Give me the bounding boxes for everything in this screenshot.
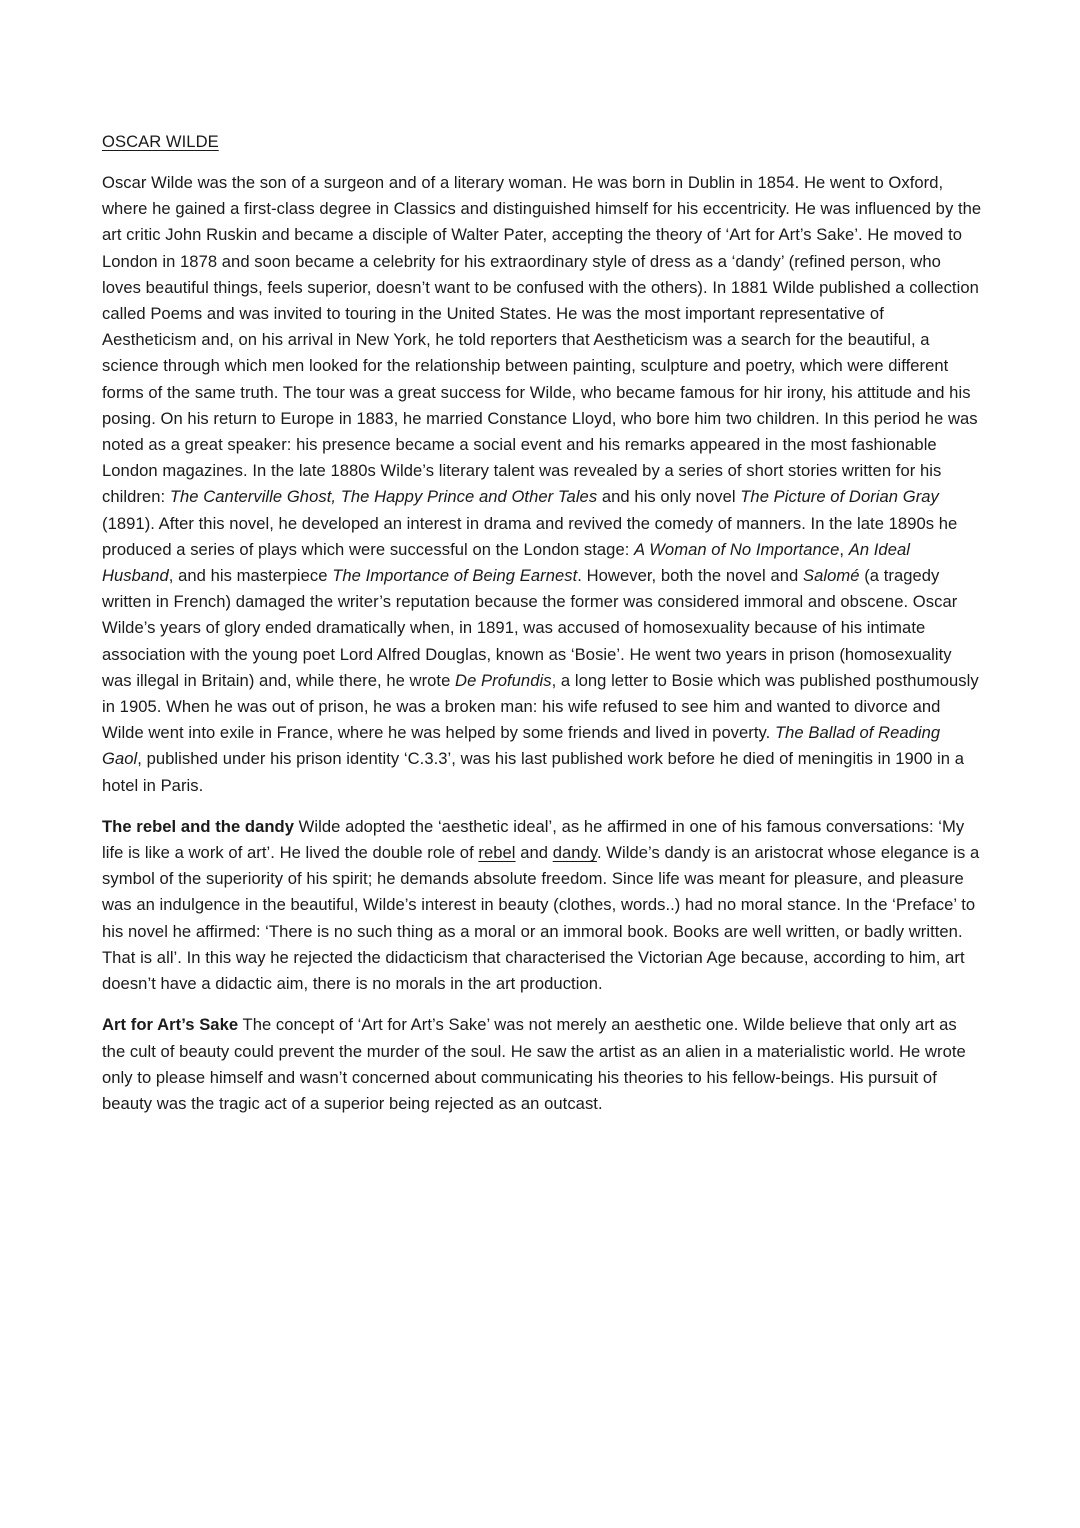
work-title-de-profundis: De Profundis [455, 670, 552, 690]
bio-text-6: . However, both the novel and [577, 566, 803, 586]
bio-text-3: (1891). After this novel, he developed an interest in drama and revived the comedy of manners. In the late 1890s he produced a series of plays which were successful on the London stage: [102, 513, 958, 559]
biography-paragraph [102, 170, 982, 799]
bio-text-2: and his only novel [597, 487, 741, 507]
rebel-dandy-heading: The rebel and the dandy [102, 816, 295, 836]
rebel-text-1: Wilde adopted the ‘aesthetic ideal’, as he affirmed in one of his famous conversations: ‘My life is like a work of art’. He lived the double role of [102, 816, 965, 863]
rebel-underlined: rebel [478, 843, 516, 863]
bio-text-9: , published under his prison identity ‘C.3.3’, was his last published work before he died of meningitis in 1900 in a hotel in Paris. [102, 749, 965, 795]
work-title-ideal-husband: An Ideal Husband [102, 539, 910, 586]
art-for-art-paragraph [102, 1012, 982, 1117]
dandy-underlined: dandy [552, 843, 597, 863]
work-title-salome: Salomé [802, 566, 860, 586]
bio-text-1: Oscar Wilde was the son of a surgeon and of a literary woman. He was born in Dublin in 1854. He went to Oxford, where he gained a first-class degree in Classics and distinguished himself for his eccentricity. He was influenced by the art critic John Ruskin and became a disciple of Walter Pater, accepting the theory of ‘Art for Art’s Sake’. He moved to London in 1878 and soon became a celebrity for his extraordinary style of dress as a ‘dandy’ (refined person, who loves beautiful things, feels superior, doesn’t want to be confused with the others). In 1881 Wilde published a collection called Poems and was invited to touring in the United States. He was the most important representative of Aestheticism and, on his arrival in New York, he told reporters that Aestheticism was a search for the beautiful, a science through which men looked for the relationship between painting, sculpture and poetry, which were different forms of the same truth. The tour was a great success for Wilde, who became famous for hir irony, his attitude and his posing. On his return to Europe in 1883, he married Constance Lloyd, who bore him two children. In this period he was noted as a great speaker: his presence became a social event and his remarks appeared in the most fashionable London magazines. In the late 1880s Wilde’s literary talent was revealed by a series of short stories written for his children: [102, 173, 982, 507]
work-title-earnest: The Importance of Being Earnest [332, 566, 578, 586]
rebel-text-2: and [515, 843, 553, 863]
rebel-text-3: . Wilde’s dandy is an aristocrat whose elegance is a symbol of the superiority of his spirit; he demands absolute freedom. Since life was meant for pleasure, and pleasure was an indulgence in the beautiful, Wilde’s interest in beauty (clothes, words..) had no moral stance. In the ‘Preface’ to his novel he affirmed: ‘There is no such thing as a moral or an immoral book. Books are well written, or badly written. That is all’. In this way he rejected the didacticism that characterised the Victorian Age because, according to him, art doesn’t have a didactic aim, there is no morals in the art production. [102, 843, 980, 994]
work-title-reading-gaol: The Ballad of Reading Gaol [102, 723, 941, 769]
page-title: OSCAR WILDE [102, 132, 219, 151]
work-title-dorian-gray: The Picture of Dorian Gray [740, 487, 939, 507]
rebel-dandy-paragraph [102, 814, 982, 997]
bio-text-5: , and his masterpiece [168, 566, 333, 586]
art-for-art-heading: Art for Art’s Sake [102, 1015, 239, 1035]
work-title-woman-no-importance: A Woman of No Importance [634, 539, 840, 559]
bio-text-7: (a tragedy written in French) damaged the writer’s reputation because the former was considered immoral and obscene. Oscar Wilde’s years of glory ended dramatically when, in 1891, was accused of homosexuality because of his intimate association with the young poet Lord Alfred Douglas, known as ‘Bosie’. He went two years in prison (homosexuality was illegal in Britain) and, while there, he wrote [102, 566, 958, 690]
work-title-canterville: The Canterville Ghost, The Happy Prince and Other Tales [169, 487, 598, 507]
bio-text-8: , a long letter to Bosie which was published posthumously in 1905. When he was out of prison, he was a broken man: his wife refused to see him and wanted to divorce and Wilde went into exile in France, where he was helped by some friends and lived in poverty. [102, 670, 979, 743]
art-text-1: The concept of ‘Art for Art’s Sake’ was not merely an aesthetic one. Wilde believe that only art as the cult of beauty could prevent the murder of the soul. He saw the artist as an alien in a materialistic world. He wrote only to please himself and wasn’t concerned about communicating his theories to his fellow-beings. His pursuit of beauty was the tragic act of a superior being rejected as an outcast. [102, 1015, 966, 1113]
bio-text-4: , [839, 539, 849, 559]
document-body [102, 129, 982, 1132]
